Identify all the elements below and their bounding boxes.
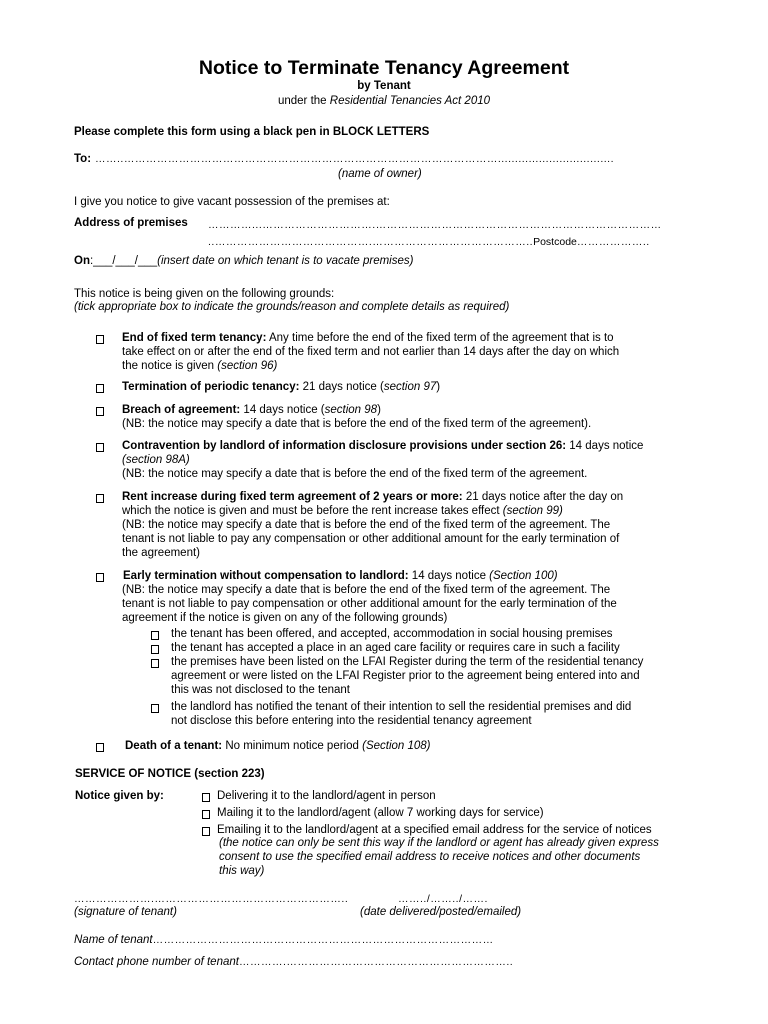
date-delivered-caption: (date delivered/posted/emailed)	[360, 906, 522, 918]
to-caption: (name of owner)	[338, 168, 422, 180]
service-option-delivering: Delivering it to the landlord/agent in person	[217, 790, 436, 802]
checkbox-landlord-sell[interactable]	[151, 704, 159, 713]
signature-field[interactable]: ………………….……………………………………………..	[74, 893, 349, 905]
address-line-1[interactable]: …………...………………………….……………………………………………………………………	[208, 219, 662, 231]
service-option-emailing: Emailing it to the landlord/agent at a specified email address for the service of notices	[217, 824, 652, 836]
service-heading: SERVICE OF NOTICE (section 223)	[75, 768, 265, 780]
ground-breach-nb: (NB: the notice may specify a date that is before the end of the fixed term of the agreement).	[122, 418, 592, 430]
on-label: On	[74, 255, 90, 267]
ground-early-termination-nb3: agreement if the notice is given on any of the following grounds)	[122, 612, 448, 624]
to-label: To:	[74, 153, 92, 165]
checkbox-rent-increase[interactable]	[96, 494, 104, 503]
tenant-phone-row	[74, 956, 513, 968]
checkbox-breach-of-agreement[interactable]	[96, 407, 104, 416]
ground-rent-increase: Rent increase during fixed term agreement of 2 years or more: 21 days notice after the day on	[122, 491, 624, 503]
ground-end-of-fixed-term: End of fixed term tenancy: Any time before the end of the fixed term of the agreement that is to	[122, 332, 614, 344]
instructions: Please complete this form using a black pen in BLOCK LETTERS	[74, 126, 430, 138]
checkbox-periodic-tenancy[interactable]	[96, 384, 104, 393]
grounds-intro: This notice is being given on the following grounds:	[74, 288, 335, 300]
service-email-note-3: this way)	[219, 865, 265, 877]
tenant-phone-field[interactable]: ………….……………………………………………………..	[238, 956, 514, 968]
sub-ground-landlord-sell-line2: not disclose this before entering into the residential tenancy agreement	[171, 715, 532, 727]
ground-contravention-nb: (NB: the notice may specify a date that is before the end of the fixed term of the agreement.	[122, 468, 588, 480]
on-date-row	[74, 255, 413, 267]
address-line-2	[208, 236, 650, 248]
sub-ground-lfai-line1: the premises have been listed on the LFAI Register during the term of the residential tenancy	[171, 656, 644, 668]
on-date-caption: (insert date on which tenant is to vacate premises)	[157, 255, 414, 267]
postcode-field[interactable]: ………………..	[576, 236, 650, 248]
service-email-note-1: (the notice can only be sent this way if the landlord or agent has already given express	[219, 837, 659, 849]
ground-rent-increase-nb2: tenant is not liable to pay any compensation or other additional amount for the early termination of	[122, 533, 620, 545]
page-subtitle: by Tenant	[357, 80, 411, 92]
address-label: Address of premises	[74, 217, 188, 229]
on-date-field[interactable]: :___/___/___	[89, 255, 158, 267]
sub-ground-aged-care: the tenant has accepted a place in an aged care facility or requires care in such a facility	[171, 642, 620, 654]
grounds-tick-instruction: (tick appropriate box to indicate the grounds/reason and complete details as required)	[74, 301, 510, 313]
ground-early-termination: Early termination without compensation to landlord: 14 days notice (Section 100)	[123, 570, 558, 582]
sub-ground-social-housing: the tenant has been offered, and accepted, accommodation in social housing premises	[171, 628, 613, 640]
sub-ground-lfai-line2: agreement or were listed on the LFAI Register prior to the agreement being entered into and	[171, 670, 640, 682]
address-line-2-field[interactable]: ..…………………………………….……………………………………..	[208, 236, 534, 248]
checkbox-lfai-register[interactable]	[151, 659, 159, 668]
checkbox-emailing[interactable]	[202, 827, 210, 836]
checkbox-delivering[interactable]	[202, 793, 210, 802]
checkbox-death-of-tenant[interactable]	[96, 743, 104, 752]
notice-given-by-label: Notice given by:	[75, 790, 164, 802]
tenant-name-field[interactable]: …………………………………………………………………………………	[152, 934, 494, 946]
ground-contravention-section: (section 98A)	[122, 454, 190, 466]
legislation-line: under the Residential Tenancies Act 2010	[277, 95, 491, 107]
date-delivered-field[interactable]: ……../……../…….	[398, 893, 488, 905]
ground-early-termination-nb1: (NB: the notice may specify a date that is before the end of the fixed term of the agreement. The	[122, 584, 611, 596]
page-title: Notice to Terminate Tenancy Agreement	[198, 57, 570, 79]
ground-rent-increase-line2: which the notice is given and must be before the rent increase takes effect (section 99)	[122, 505, 563, 517]
ground-rent-increase-nb3: the agreement)	[122, 547, 200, 559]
tenant-name-row	[74, 934, 494, 946]
signature-caption: (signature of tenant)	[74, 906, 177, 918]
checkbox-early-termination[interactable]	[96, 573, 104, 582]
checkbox-social-housing[interactable]	[151, 631, 159, 640]
to-field[interactable]: ……..…………………………………………………………………………………………..................................	[95, 153, 615, 165]
ground-rent-increase-nb1: (NB: the notice may specify a date that is before the end of the fixed term of the agreement. The	[122, 519, 611, 531]
act-name: Residential Tenancies Act 2010	[329, 95, 491, 107]
checkbox-contravention[interactable]	[96, 443, 104, 452]
checkbox-end-of-fixed-term[interactable]	[96, 335, 104, 344]
service-email-note-2: consent to use the specified email address to receive notices and other documents	[219, 851, 641, 863]
tenant-name-label: Name of tenant	[74, 934, 153, 946]
sub-ground-lfai-line3: this was not disclosed to the tenant	[171, 684, 350, 696]
ground-end-of-fixed-term-line3: the notice is given (section 96)	[122, 360, 278, 372]
sub-ground-landlord-sell-line1: the landlord has notified the tenant of their intention to sell the residential premises and did	[171, 701, 632, 713]
service-option-mailing: Mailing it to the landlord/agent (allow 7 working days for service)	[217, 807, 544, 819]
ground-early-termination-nb2: tenant is not liable to pay compensation or other additional amount for the early termination of the	[122, 598, 617, 610]
notice-intro: I give you notice to give vacant possession of the premises at:	[74, 196, 390, 208]
ground-breach-of-agreement: Breach of agreement: 14 days notice (section 98)	[122, 404, 381, 416]
tenant-phone-label: Contact phone number of tenant	[74, 956, 239, 968]
postcode-label: Postcode	[533, 236, 577, 248]
checkbox-aged-care[interactable]	[151, 645, 159, 654]
ground-contravention: Contravention by landlord of information disclosure provisions under section 26: 14 days notice	[122, 440, 644, 452]
ground-death-of-tenant: Death of a tenant: No minimum notice period (Section 108)	[125, 740, 431, 752]
checkbox-mailing[interactable]	[202, 810, 210, 819]
ground-periodic-tenancy: Termination of periodic tenancy: 21 days notice (section 97)	[122, 381, 441, 393]
ground-end-of-fixed-term-line2: take effect on or after the end of the fixed term and not earlier than 14 days after the day on which	[122, 346, 620, 358]
